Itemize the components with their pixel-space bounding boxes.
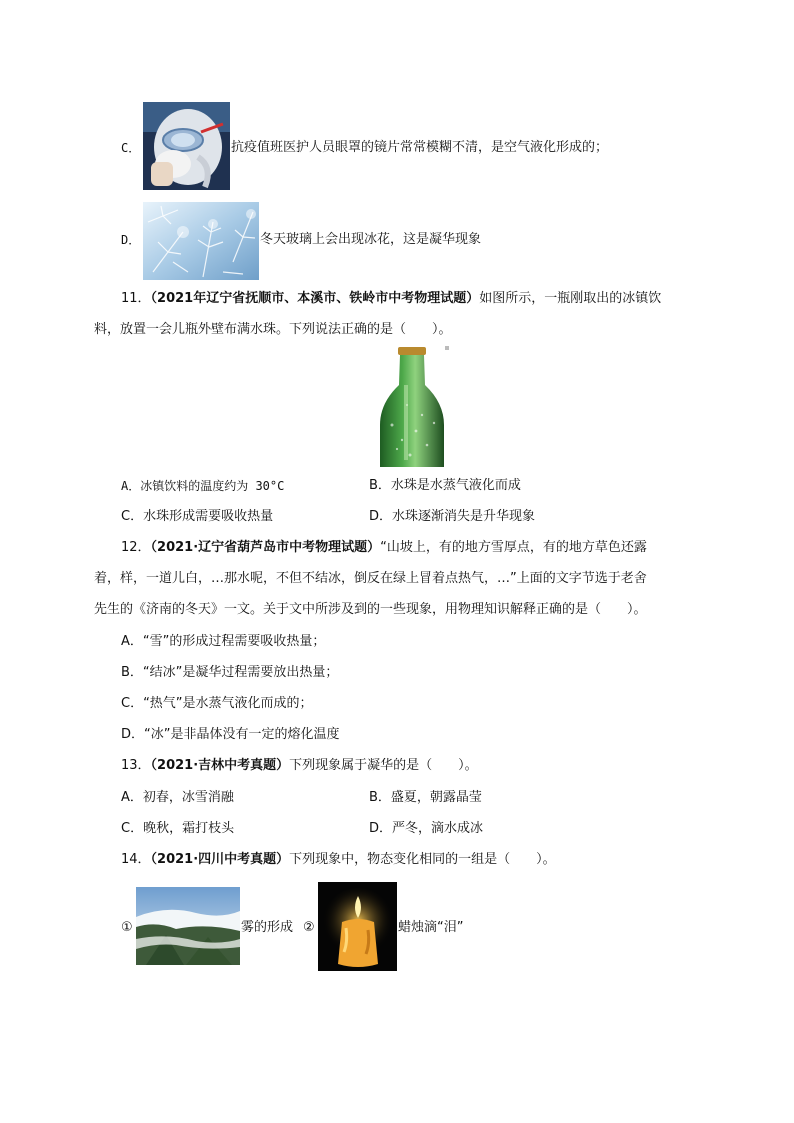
q12-option-c: C．“热气”是水蒸气液化而成的； [121,696,313,711]
question-stem: 如图所示，一瓶刚取出的冰镇饮 [479,291,662,306]
option-text-d: 冬天玻璃上会出现冰花，这是凝华现象 [260,232,482,247]
item-mark-1: ① [121,920,133,935]
q11-stem-line2: 料，放置一会儿瓶外壁布满水珠。下列说法正确的是（ ）。 [94,322,452,337]
candle-image [318,882,397,971]
q12-option-b: B．“结冰”是凝华过程需要放出热量； [121,665,339,680]
fog-mountains-image [136,887,240,965]
q12-option-a: A．“雪”的形成过程需要吸收热量； [121,634,326,649]
question-number: 14． [121,852,151,867]
q12-stem-line3: 先生的《济南的冬天》一文。关于文中所涉及到的一些现象，用物理知识解释正确的是（ ）。 [94,602,647,617]
q11-option-d: D．水珠逐渐消失是升华现象 [369,509,536,524]
question-number: 12． [121,540,151,555]
q11-option-a: A．冰镇饮料的温度约为 30°C [121,479,285,493]
q13-option-c: C．晚秋，霜打枝头 [121,821,235,836]
option-label-d: D． [121,233,141,247]
q12-option-d: D．“冰”是非晶体没有一定的熔化温度 [121,727,340,742]
question-stem: 下列现象属于凝华的是（ ）。 [289,758,478,773]
option-label-c: C． [121,141,141,155]
ice-flower-image [143,202,259,280]
question-stem: “山坡上，有的地方雪厚点，有的地方草色还露 [380,540,647,555]
q13-option-a: A．初春，冰雪消融 [121,790,234,805]
question-source: （2021·辽宁省葫芦岛市中考物理试题） [150,540,381,555]
item-text-2: 蜡烛滴“泪” [398,920,464,935]
q12-stem-line1 [121,538,647,558]
q14-stem [121,850,556,870]
medical-worker-goggles-image [143,102,230,190]
green-bottle-image [372,345,452,469]
question-source: （2021·吉林中考真题） [150,758,290,773]
question-stem: 下列现象中，物态变化相同的一组是（ ）。 [289,852,556,867]
option-text-c: 抗疫值班医护人员眼罩的镜片常常模糊不清，是空气液化形成的； [231,140,609,155]
q11-option-c: C．水珠形成需要吸收热量 [121,509,274,524]
item-mark-2: ② [303,920,315,935]
q13-stem [121,756,478,776]
q12-stem-line2: 着，样，一道儿白，…那水呢，不但不结冰，倒反在绿上冒着点热气，…”上面的文字节选于老舍 [94,571,647,586]
q13-option-b: B．盛夏，朝露晶莹 [369,790,482,805]
q11-stem-line1 [121,289,661,309]
item-text-1: 雾的形成 [241,920,294,935]
question-source: （2021年辽宁省抚顺市、本溪市、铁岭市中考物理试题） [150,291,480,306]
q11-option-b: B．水珠是水蒸气液化而成 [369,478,521,493]
question-number: 11． [121,291,151,306]
q13-option-d: D．严冬，滴水成冰 [369,821,484,836]
question-number: 13． [121,758,151,773]
stray-mark [445,346,449,350]
question-source: （2021·四川中考真题） [150,852,290,867]
